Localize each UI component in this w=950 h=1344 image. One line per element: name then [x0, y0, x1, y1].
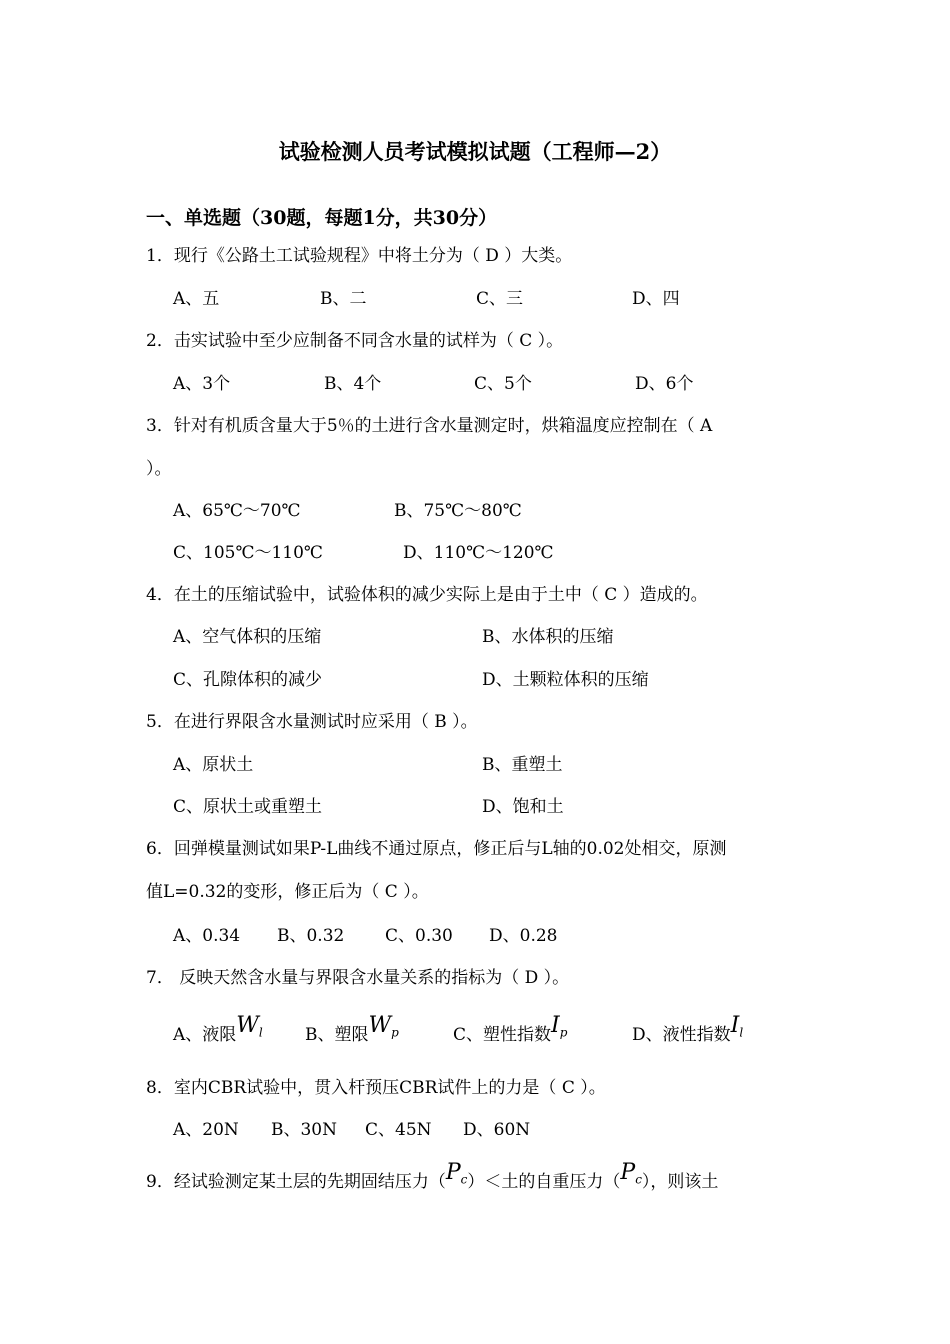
q7-option-b-label: B、塑限	[305, 1025, 369, 1045]
q3-option-c: C、105℃～110℃	[173, 543, 323, 563]
q2-option-a: A、3个	[173, 374, 231, 394]
q2-option-c: C、5个	[474, 374, 532, 394]
q7-option-a-label: A、液限	[173, 1025, 237, 1045]
q7-option-c-label: C、塑性指数	[453, 1025, 552, 1045]
q7-option-b	[305, 1013, 399, 1047]
question-4: 4．在土的压缩试验中，试验体积的减少实际上是由于土中（ C ）造成的。	[146, 585, 708, 605]
q7-option-a	[173, 1013, 263, 1047]
q7-option-b-symbol: W	[368, 1013, 392, 1038]
q9-symbol-1: P	[445, 1160, 461, 1185]
q7-option-d-subscript: l	[739, 1025, 744, 1040]
q6-option-b: B、0.32	[277, 926, 345, 946]
q2-option-d: D、6个	[635, 374, 694, 394]
q9-symbol-2: P	[620, 1160, 636, 1185]
q6-option-d: D、0.28	[489, 926, 558, 946]
question-6-line-2: 值L=0.32的变形，修正后为（ C ）。	[146, 882, 429, 902]
q5-option-d: D、饱和土	[482, 797, 564, 817]
q9-text-part-2: ）＜土的自重压力（	[467, 1172, 621, 1192]
q7-option-d-label: D、液性指数	[632, 1025, 731, 1045]
q7-option-c	[453, 1013, 568, 1047]
q1-option-a: A、五	[173, 289, 220, 309]
question-2: 2．击实试验中至少应制备不同含水量的试样为（ C ）。	[146, 331, 564, 351]
q1-option-d: D、四	[632, 289, 680, 309]
q7-option-c-symbol: I	[551, 1013, 560, 1038]
question-3-line-1: 3．针对有机质含量大于5％的土进行含水量测定时，烘箱温度应控制在（ A	[146, 416, 713, 436]
question-6-line-1: 6．回弹模量测试如果P-L曲线不通过原点，修正后与L轴的0.02处相交，原测	[146, 839, 727, 859]
q4-option-c: C、孔隙体积的减少	[173, 670, 323, 690]
q7-option-a-subscript: l	[258, 1025, 263, 1040]
q5-option-c: C、原状土或重塑土	[173, 797, 323, 817]
q9-text-part-1: 9．经试验测定某土层的先期固结压力（	[146, 1172, 446, 1192]
q5-option-a: A、原状土	[173, 755, 254, 775]
q7-option-b-subscript: p	[391, 1025, 399, 1040]
q2-option-b: B、4个	[324, 374, 382, 394]
question-8: 8．室内CBR试验中，贯入杆预压CBR试件上的力是（ C ）。	[146, 1078, 606, 1098]
question-9	[146, 1160, 719, 1194]
q1-option-c: C、三	[476, 289, 524, 309]
q9-subscript-1: c	[460, 1172, 468, 1187]
q8-option-b: B、30N	[271, 1120, 337, 1140]
q8-option-a: A、20N	[173, 1120, 239, 1140]
page-title: 试验检测人员考试模拟试题（工程师—2）	[278, 139, 672, 164]
q7-option-c-subscript: p	[559, 1025, 568, 1040]
q6-option-a: A、0.34	[173, 926, 241, 946]
question-1: 1．现行《公路土工试验规程》中将土分为（ D ）大类。	[146, 246, 573, 266]
question-3-line-2: ）。	[146, 459, 172, 479]
q4-option-a: A、空气体积的压缩	[173, 627, 322, 647]
q7-option-d	[632, 1013, 744, 1047]
question-5: 5．在进行界限含水量测试时应采用（ B ）。	[146, 712, 478, 732]
q9-subscript-2: c	[635, 1172, 642, 1187]
question-7: 7． 反映天然含水量与界限含水量关系的指标为（ D ）。	[146, 968, 570, 988]
section-heading: 一、单选题（30题，每题1分，共30分）	[146, 207, 498, 229]
q8-option-c: C、45N	[365, 1120, 432, 1140]
q1-option-b: B、二	[320, 289, 367, 309]
q7-option-d-symbol: I	[730, 1013, 740, 1038]
q5-option-b: B、重塑土	[482, 755, 563, 775]
q3-option-a: A、65℃～70℃	[173, 501, 301, 521]
q9-text-part-3: ），则该土	[641, 1172, 719, 1192]
q6-option-c: C、0.30	[385, 926, 453, 946]
q3-option-b: B、75℃～80℃	[394, 501, 522, 521]
q4-option-d: D、土颗粒体积的压缩	[482, 670, 649, 690]
q4-option-b: B、水体积的压缩	[482, 627, 614, 647]
q3-option-d: D、110℃～120℃	[403, 543, 554, 563]
q8-option-d: D、60N	[463, 1120, 531, 1140]
q7-option-a-symbol: W	[236, 1013, 259, 1038]
